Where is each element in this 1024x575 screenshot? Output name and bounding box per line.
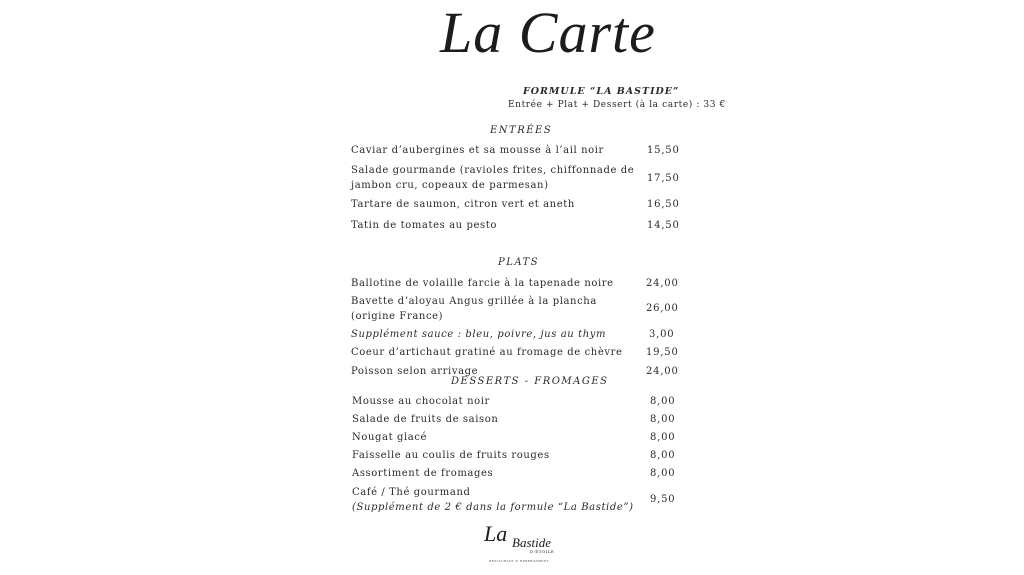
menu-item-name: Poisson selon arrivage (351, 366, 479, 377)
menu-item-price: 24,00 (646, 366, 679, 377)
menu-item-name: Coeur d’artichaut gratiné au fromage de chèvre (351, 347, 623, 358)
menu-item-name: Bavette d’aloyau Angus grillée à la plancha (351, 296, 597, 307)
formula-title: FORMULE “LA BASTIDE” (523, 86, 680, 97)
menu-item-price: 8,00 (650, 414, 676, 425)
menu-item-price: 26,00 (646, 303, 679, 314)
menu-item-name: Assortiment de fromages (352, 468, 494, 479)
menu-item-name: Caviar d’aubergines et sa mousse à l’ail noir (351, 145, 604, 156)
menu-item-price: 8,00 (650, 450, 676, 461)
menu-item-name: Nougat glacé (352, 432, 428, 443)
menu-item-name: Café / Thé gourmand (352, 487, 471, 498)
section-title-entrees: ENTRÉES (490, 125, 553, 136)
menu-item-name: Salade de fruits de saison (352, 414, 499, 425)
section-title-desserts: DESSERTS - FROMAGES (451, 376, 609, 387)
restaurant-logo (484, 523, 554, 567)
menu-title: La Carte (440, 0, 656, 65)
menu-item-name: Tatin de tomates au pesto (351, 220, 497, 231)
menu-item-price: 17,50 (647, 173, 680, 184)
menu-item-price: 8,00 (650, 396, 676, 407)
logo-line-1: La (484, 521, 508, 546)
menu-item-name-line2: jambon cru, copeaux de parmesan) (351, 180, 549, 191)
menu-item-name-line2: (origine France) (351, 311, 444, 322)
logo-line-3: D'ÉTOILE (530, 549, 555, 554)
menu-item-price: 16,50 (647, 199, 680, 210)
menu-item-price: 24,00 (646, 278, 679, 289)
menu-item-name: Faisselle au coulis de fruits rouges (352, 450, 550, 461)
menu-item-price: 15,50 (647, 145, 680, 156)
menu-item-name: Mousse au chocolat noir (352, 396, 490, 407)
logo-line-2: Bastide (512, 535, 551, 550)
menu-item-supplement: (Supplément de 2 € dans la formule “La Bastide”) (352, 502, 634, 513)
menu-item-price: 19,50 (646, 347, 679, 358)
menu-item-name: Salade gourmande (ravioles frites, chiffonnade de (351, 165, 635, 176)
menu-item-price: 8,00 (650, 432, 676, 443)
formula-detail: Entrée + Plat + Dessert (à la carte) : 33 € (508, 100, 726, 110)
menu-item-price: 14,50 (647, 220, 680, 231)
menu-item-name: Ballotine de volaille farcie à la tapenade noire (351, 278, 614, 289)
logo-tagline: RESTAURANT & HÉBERGEMENT (489, 559, 549, 563)
section-title-plats: PLATS (498, 257, 540, 268)
menu-item-price: 3,00 (649, 329, 675, 340)
menu-item-name: Tartare de saumon, citron vert et aneth (351, 199, 575, 210)
menu-item-price: 9,50 (650, 494, 676, 505)
menu-item-supplement: Supplément sauce : bleu, poivre, jus au thym (351, 329, 607, 340)
menu-item-price: 8,00 (650, 468, 676, 479)
